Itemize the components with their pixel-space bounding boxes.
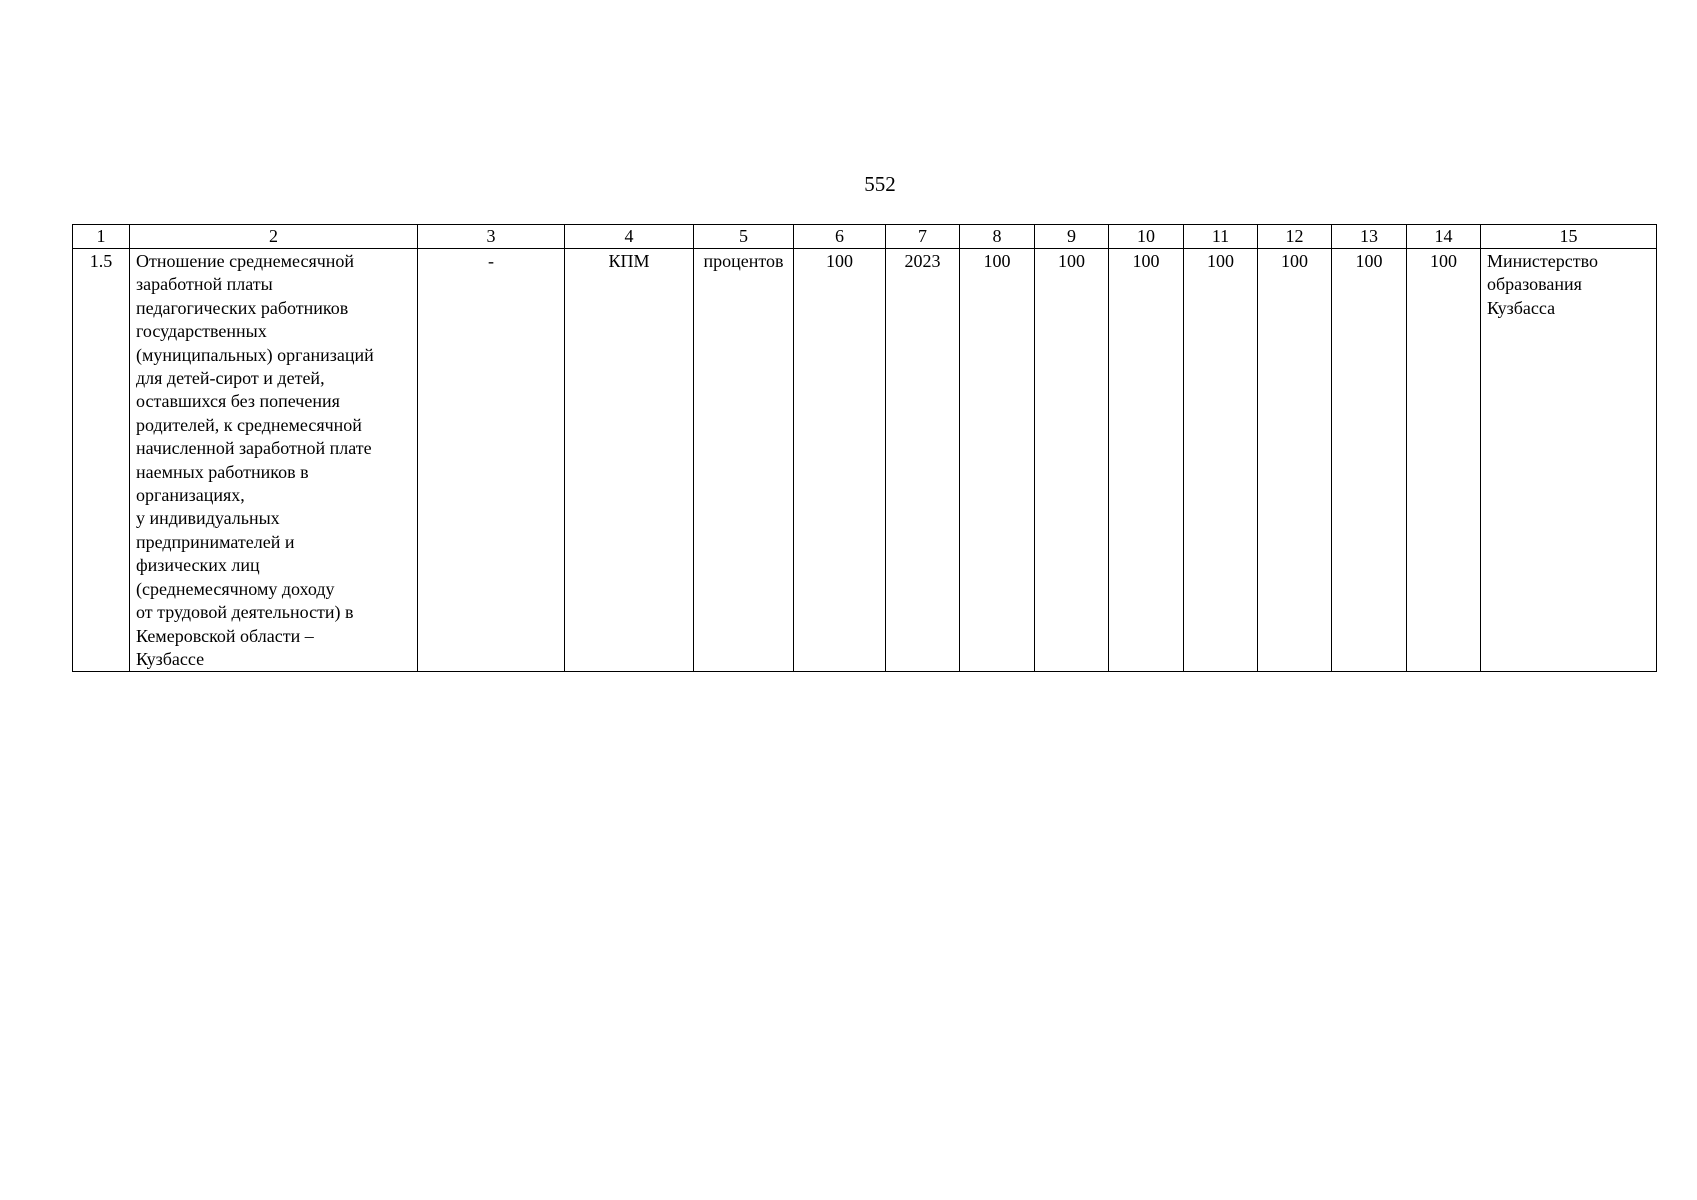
- header-cell-6: 6: [794, 225, 886, 249]
- header-cell-15: 15: [1481, 225, 1657, 249]
- header-cell-2: 2: [130, 225, 418, 249]
- header-cell-3: 3: [418, 225, 565, 249]
- description-line: у индивидуальных: [136, 508, 280, 529]
- description-line: (муниципальных) организаций: [136, 344, 374, 365]
- cell-col-3: -: [418, 249, 565, 672]
- header-cell-7: 7: [886, 225, 960, 249]
- cell-col-12: 100: [1258, 249, 1332, 672]
- table-row: [73, 249, 1657, 672]
- description-line: организациях,: [136, 485, 245, 506]
- cell-col-11: 100: [1184, 249, 1258, 672]
- header-cell-9: 9: [1035, 225, 1109, 249]
- cell-col-6: 100: [794, 249, 886, 672]
- indicator-description: [130, 249, 418, 672]
- description-line: начисленной заработной плате: [136, 438, 372, 459]
- cell-col-10: 100: [1109, 249, 1184, 672]
- header-cell-11: 11: [1184, 225, 1258, 249]
- description-line: государственных: [136, 321, 267, 342]
- description-line: наемных работников в: [136, 461, 309, 482]
- responsible-line: Кузбасса: [1487, 297, 1556, 318]
- description-line: от трудовой деятельности) в: [136, 602, 354, 623]
- indicator-table: [72, 224, 1657, 672]
- description-line: педагогических работников: [136, 297, 349, 318]
- description-line: Кузбассе: [136, 648, 205, 669]
- cell-col-8: 100: [960, 249, 1035, 672]
- header-cell-14: 14: [1407, 225, 1481, 249]
- description-line: для детей-сирот и детей,: [136, 368, 325, 389]
- header-cell-5: 5: [694, 225, 794, 249]
- header-cell-13: 13: [1332, 225, 1407, 249]
- cell-col-9: 100: [1035, 249, 1109, 672]
- header-row: [73, 225, 1657, 249]
- responsible-organization: [1481, 249, 1657, 672]
- cell-col-14: 100: [1407, 249, 1481, 672]
- description-line: (среднемесячному доходу: [136, 578, 335, 599]
- header-cell-12: 12: [1258, 225, 1332, 249]
- cell-col-13: 100: [1332, 249, 1407, 672]
- header-cell-8: 8: [960, 225, 1035, 249]
- responsible-line: образования: [1487, 274, 1582, 295]
- description-line: Отношение среднемесячной: [136, 251, 355, 271]
- row-number: 1.5: [73, 249, 130, 672]
- page-number: 552: [864, 172, 896, 196]
- cell-year: 2023: [886, 249, 960, 672]
- header-cell-1: 1: [73, 225, 130, 249]
- cell-col-4: КПМ: [565, 249, 694, 672]
- header-cell-10: 10: [1109, 225, 1184, 249]
- description-line: физических лиц: [136, 555, 260, 576]
- cell-unit: процентов: [694, 249, 794, 672]
- responsible-line: Министерство: [1487, 251, 1598, 271]
- header-cell-4: 4: [565, 225, 694, 249]
- description-line: родителей, к среднемесячной: [136, 414, 362, 435]
- description-line: заработной платы: [136, 274, 273, 295]
- description-line: предпринимателей и: [136, 531, 295, 552]
- description-line: Кемеровской области –: [136, 625, 314, 646]
- description-line: оставшихся без попечения: [136, 391, 340, 412]
